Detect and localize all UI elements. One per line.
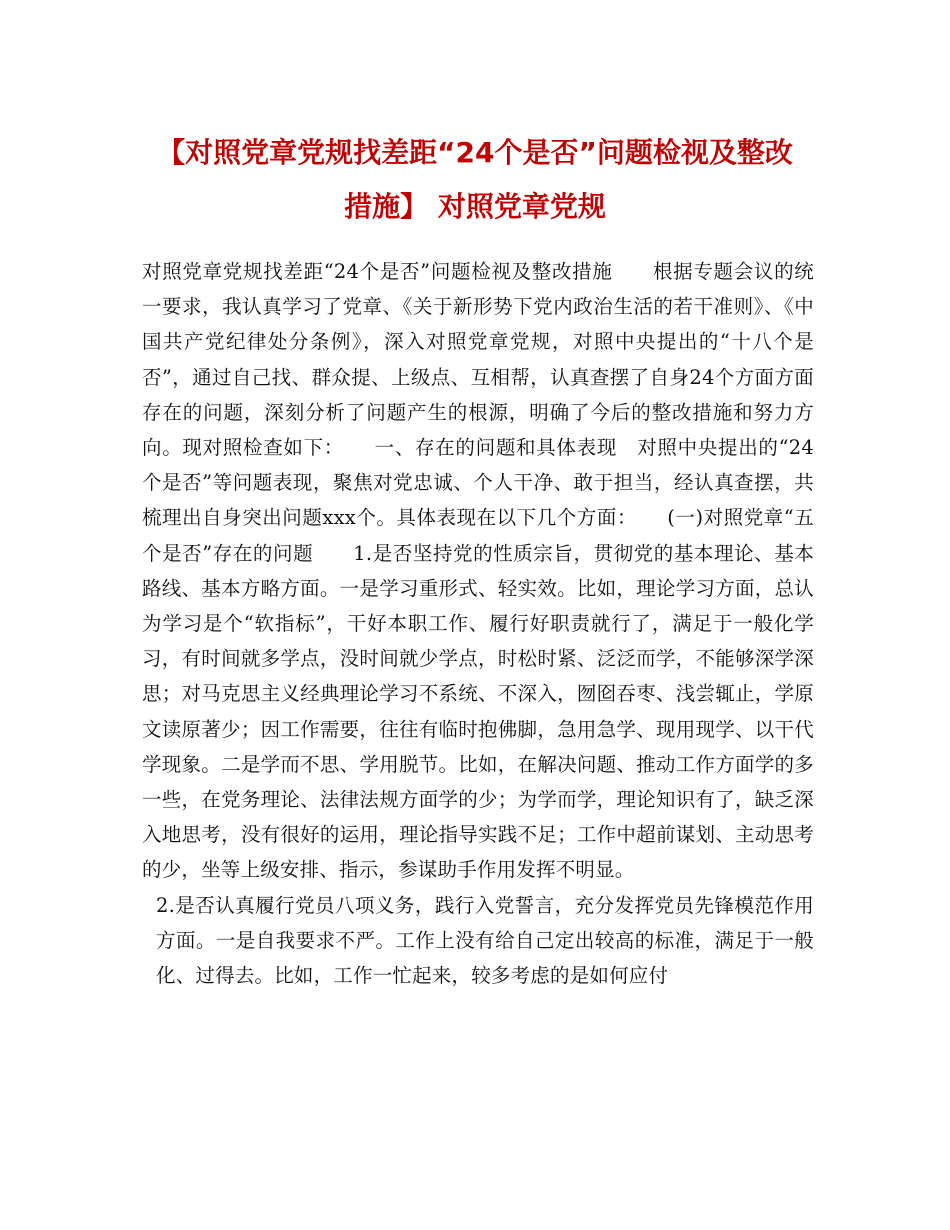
body-paragraph-2: 2.是否认真履行党员八项义务，践行入党誓言，充分发挥党员先锋模范作用方面。一是自我要求不严。工作上没有给自己定出较高的标准，满足于一般化、过得去。比如，工作一忙起来，较多考虑的是如何应付: [156, 893, 814, 988]
body-paragraph-1: 对照党章党规找差距“24个是否”问题检视及整改措施 根据专题会议的统一要求，我认真学习了党章、《关于新形势下党内政治生活的若干准则》、《中国共产党纪律处分条例》，深入对照党章党规，对照中央提出的“十八个是否”，通过自己找、群众提、上级点、互相帮，认真查摆了自身24个方面方面存在的问题，深刻分析了问题产生的根源，明确了今后的整改措施和努力方向。现对照检查如下： 一、存在的问题和具体表现 对照中央提出的“24个是否”等问题表现，聚焦对党忠诚、个人干净、敢于担当，经认真查摆，共梳理出自身突出问题xxx个。具体表现在以下几个方面： (一)对照党章“五个是否”存在的问题 1.是否坚持党的性质宗旨，贯彻党的基本理论、基本路线、基本方略方面。一是学习重形式、轻实效。比如，理论学习方面，总认为学习是个“软指标”，干好本职工作、履行好职责就行了，满足于一般化学习，有时间就多学点，没时间就少学点，时松时紧、泛泛而学，不能够深学深思；对马克思主义经典理论学习不系统、不深入，囫囵吞枣、浅尝辄止，学原文读原著少；因工作需要，往往有临时抱佛脚，急用急学、现用现学、以干代学现象。二是学而不思、学用脱节。比如，在解决问题、推动工作方面学的多一些，在党务理论、法律法规方面学的少；为学而学，理论知识有了，缺乏深入地思考，没有很好的运用，理论指导实践不足；工作中超前谋划、主动思考的少，坐等上级安排、指示，参谋助手作用发挥不明显。: [142, 260, 814, 882]
document-title: [140, 126, 810, 234]
title-line-2: 措施】 对照党章党规: [344, 190, 606, 223]
document-body: [142, 254, 814, 993]
title-line-1: 【对照党章党规找差距“24个是否”问题检视及整改: [157, 136, 793, 169]
